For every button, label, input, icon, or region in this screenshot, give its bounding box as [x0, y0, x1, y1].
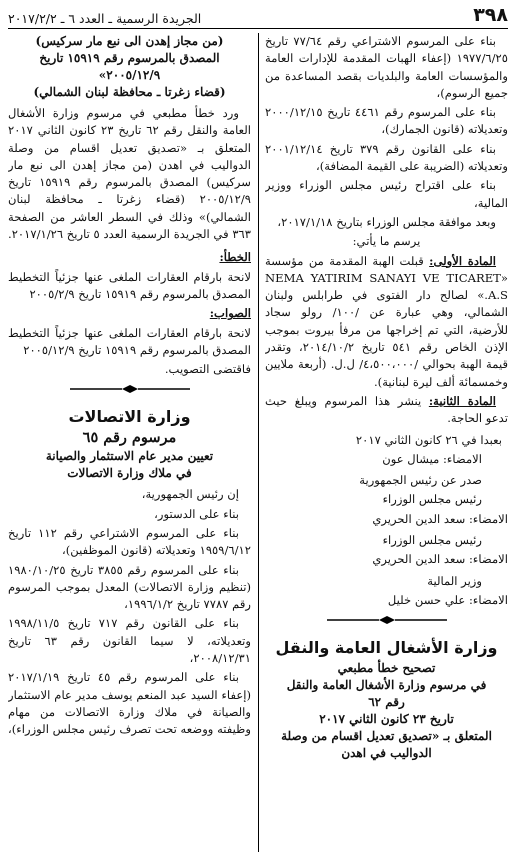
article-label: المادة الأولى: — [429, 253, 497, 268]
recital: بناء على المرسوم رقم ٣٨٥٥ تاريخ ١٩٨٠/١٠/٢٥ (تنظيم وزارة الاتصالات) المعدل بموجب المرسوم رقم ٧٧٨٧ تاريخ ١٩٩٦/١/٢، — [8, 562, 251, 612]
recital: بناء على اقتراح رئيس مجلس الوزراء ووزير المالية، — [265, 178, 508, 210]
closing-text: فاقتضى التصويب. — [164, 362, 251, 377]
article-one — [265, 253, 508, 391]
right-column — [265, 33, 508, 856]
decree-title: تصحيح خطأ مطبعي — [337, 660, 436, 675]
page-header — [8, 5, 508, 29]
signature-caption: صدر عن رئيس الجمهورية — [359, 473, 482, 488]
signature: الامضاء: ميشال عون — [382, 451, 482, 466]
decree-number: رقم ٦٢ — [368, 694, 405, 709]
section-heading: وزارة الأشغال العامة والنقل — [275, 637, 498, 657]
page-number: ٣٩٨ — [473, 4, 508, 26]
gazette-title: الجريدة الرسمية ـ العدد ٦ ـ ٢٠١٧/٢/٢ — [8, 11, 202, 26]
decree-formula: يرسم ما يأتي: — [352, 234, 421, 249]
date-line: بعبدا في ٢٦ كانون الثاني ٢٠١٧ — [355, 432, 502, 447]
decree-title: (قضاء زغرتا ـ محافظة لبنان الشمالي) — [33, 85, 226, 99]
section-heading: وزارة الاتصالات — [68, 406, 191, 426]
decree-number: مرسوم رقم ٦٥ — [82, 429, 177, 447]
section-ornament — [8, 382, 251, 399]
correction-label: الصواب: — [209, 306, 251, 321]
decree-title: (من مجاز إهدن الى نبع مار سركيس) — [35, 34, 224, 48]
recital: بناء على المرسوم الاشتراعي رقم ٧٧/٦٤ تاريخ ١٩٧٧/٦/٢٥ (إعفاء الهبات المقدمة للإدارات العامة والمؤسسات العامة والبلديات بقصد المساعدة من جميع الرسوم)، — [265, 34, 508, 100]
recital: بناء على الدستور، — [154, 506, 239, 521]
article-text: قبلت الهبة المقدمة من مؤسسة «NEMA YATIRIM SANAYI VE TICARET A.S.» لصالح دار الفتوى في طرابلس ولبنان الشمالي، وهي عبارة عن /١٠٠/ رولو سجاد للأرضية، التي تم إخراجها من مرفأ بيروت بموجب الإذن الخاص رقم ٥٤١ تاريخ ٢٠١٤/١٠/٢، وتقدر قيمة الهبة بحوالي /٤،٥٠٠،٠٠٠/ ل.ل. (أربعة ملايين وخمسمائة ألف ليرة لبنانية). — [265, 253, 508, 389]
article-two — [265, 393, 508, 428]
decree-title: في ملاك وزارة الاتصالات — [67, 466, 192, 481]
decree-title: تعيين مدير عام الاستثمار والصيانة — [45, 449, 214, 464]
error-label: الخطأ: — [219, 250, 251, 265]
recital: وبعد موافقة مجلس الوزراء بتاريخ ٢٠١٧/١/١٨، — [277, 214, 496, 229]
error-text: لانحة بارقام العقارات الملغى عنها جزئياً التخطيط المصدق بالمرسوم رقم ١٥٩١٩ تاريخ ٢٠٠٥/٢/٩ — [8, 269, 251, 301]
ornament-line-icon — [327, 615, 447, 625]
signature: الامضاء: سعد الدين الحريري — [372, 511, 508, 526]
article-text: ينشر هذا المرسوم ويبلغ حيث تدعو الحاجة. — [265, 393, 508, 426]
decree-title: المصدق بالمرسوم رقم ١٥٩١٩ تاريخ ٢٠٠٥/١٢/٩» — [39, 51, 220, 82]
signature-caption: وزير المالية — [427, 573, 482, 588]
recital: بناء على المرسوم الاشتراعي رقم ١١٢ تاريخ ١٩٥٩/٦/١٢ وتعديلاته (قانون الموظفين)، — [8, 525, 251, 558]
recital: بناء على القانون رقم ٣٧٩ تاريخ ٢٠٠١/١٢/١٤ وتعديلاته (الضريبة على القيمة المضافة)، — [265, 141, 508, 174]
section-ornament — [265, 613, 508, 630]
recital: بناء على المرسوم رقم ٤٥ تاريخ ٢٠١٧/١/١٩ (إعفاء السيد عبد المنعم يوسف مدير عام الاستثمار والصيانة في ملاك وزارة الاتصالات من مهام وظيفته ووضعه تحت تصرف رئيس مجلس الوزراء)، — [8, 670, 251, 737]
decree-title: في مرسوم وزارة الأشغال العامة والنقل — [286, 677, 487, 692]
body-paragraph: ورد خطأ مطبعي في مرسوم وزارة الأشغال العامة والنقل رقم ٦٢ تاريخ ٢٣ كانون الثاني ٢٠١٧ المتعلق بـ «تصديق تعديل اقسام من وصلة الدواليب في اهدن (من مجاز إهدن الى نبع مار سركيس) المصدق بالمرسوم رقم ١٥٩١٩ تاريخ ٢٠٠٥/١٢/٩ (قضاء زغرتا ـ محافظة لبنان الشمالي)» وذلك في السطر العاشر من الصفحة ٣٦٣ في الجريدة الرسمية العدد ٥ تاريخ ٢٠١٧/١/٢٦. — [8, 106, 251, 242]
ornament-line-icon — [70, 384, 190, 394]
decree-date: تاريخ ٢٣ كانون الثاني ٢٠١٧ — [319, 711, 454, 726]
signature: الامضاء: سعد الدين الحريري — [372, 552, 508, 567]
column-divider — [258, 33, 259, 852]
article-label: المادة الثانية: — [428, 393, 496, 408]
correction-text: لانحة بارقام العقارات الملغى عنها جزئياً التخطيط المصدق بالمرسوم رقم ١٥٩١٩ تاريخ ٢٠٠٥/١٢/٩ — [8, 325, 251, 357]
decree-title: المتعلق بـ «تصديق تعديل اقسام من وصلة الدواليب في اهدن — [281, 728, 492, 760]
signature-caption: رئيس مجلس الوزراء — [382, 533, 482, 548]
preamble: إن رئيس الجمهورية، — [141, 487, 239, 502]
signature: الامضاء: علي حسن خليل — [387, 592, 508, 607]
recital: بناء على القانون رقم ٧١٧ تاريخ ١٩٩٨/١١/٥ وتعديلاته، لا سيما القانون رقم ٦٣ تاريخ ٢٠٠٨/١٢/٣١، — [8, 616, 251, 666]
signature-caption: رئيس مجلس الوزراء — [382, 492, 482, 507]
recital: بناء على المرسوم رقم ٤٤٦١ تاريخ ٢٠٠٠/١٢/١٥ وتعديلاته (قانون الجمارك)، — [265, 105, 508, 137]
left-column — [8, 33, 251, 856]
